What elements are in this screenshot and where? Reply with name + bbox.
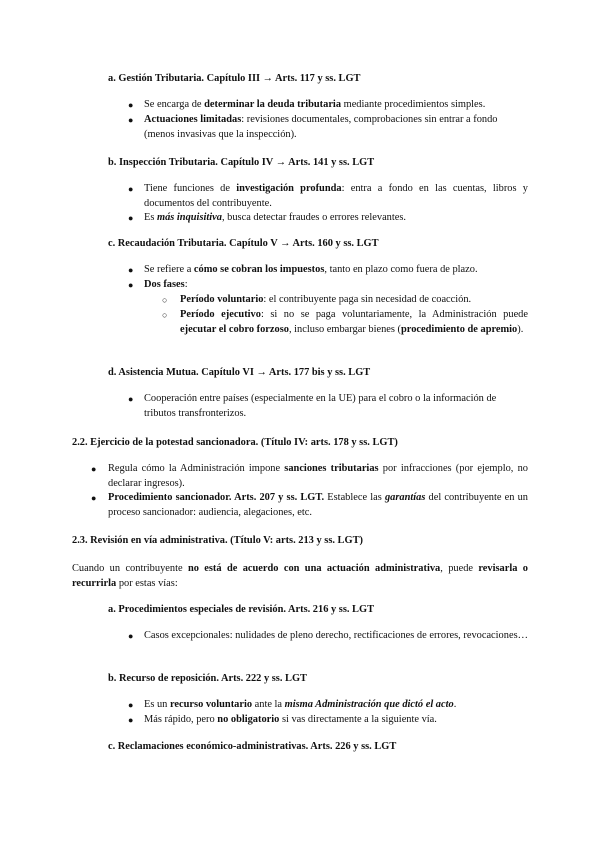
bullet-icon: ● [91,464,97,474]
list-item: Actuaciones limitadas: revisiones documentales, comprobaciones sin entrar a fondo (menos invasivas que la inspección). [144,114,498,140]
list-item: Es más inquisitiva, busca detectar fraudes o errores relevantes. [144,212,407,223]
circle-bullet-icon: ○ [162,310,168,320]
bullet-icon: ● [128,100,134,110]
heading-procedimientos-especiales: a. Procedimientos especiales de revisión. Arts. 216 y ss. LGT [108,604,375,615]
bullet-icon: ● [128,213,134,223]
list-item: Regula cómo la Administración impone sanciones tributarias por infracciones (por ejemplo, no declarar ingresos). [108,463,528,489]
bullet-icon: ● [128,280,134,290]
heading-recaudacion-tributaria: c. Recaudación Tributaria. Capítulo V → Arts. 160 y ss. LGT [108,238,379,249]
circle-bullet-icon: ○ [162,295,168,305]
bullet-icon: ● [128,700,134,710]
list-item: Se refiere a cómo se cobran los impuestos, tanto en plazo como fuera de plazo. [144,264,478,275]
heading-gestion-tributaria: a. Gestión Tributaria. Capítulo III → Arts. 117 y ss. LGT [108,73,361,84]
bullet-icon: ● [128,265,134,275]
bullet-icon: ● [91,493,97,503]
paragraph-intro: Cuando un contribuyente no está de acuerdo con una actuación administrativa, puede revisarla o recurrirla por estas vías: [72,563,528,589]
heading-recurso-reposicion: b. Recurso de reposición. Arts. 222 y ss. LGT [108,673,307,684]
list-item: Dos fases: [144,279,188,290]
heading-asistencia-mutua: d. Asistencia Mutua. Capítulo VI → Arts. 177 bis y ss. LGT [108,367,371,378]
list-item: Procedimiento sancionador. Arts. 207 y ss. LGT. Establece las garantías del contribuyente en un proceso sancionador: audiencia, alegaciones, etc. [108,492,528,518]
list-item: Más rápido, pero no obligatorio si vas directamente a la siguiente vía. [144,714,437,725]
bullet-icon: ● [128,115,134,125]
heading-inspeccion-tributaria: b. Inspección Tributaria. Capítulo IV → Arts. 141 y ss. LGT [108,157,375,168]
heading-potestad-sancionadora: 2.2. Ejercicio de la potestad sancionadora. (Título IV: arts. 178 y ss. LGT) [72,437,398,448]
bullet-icon: ● [128,631,134,641]
sub-list-item: Período ejecutivo: si no se paga voluntariamente, la Administración puede ejecutar el cobro forzoso, incluso embargar bienes (procedimiento de apremio). [180,309,528,335]
heading-revision-via-administrativa: 2.3. Revisión en vía administrativa. (Título V: arts. 213 y ss. LGT) [72,535,363,546]
list-item: Tiene funciones de investigación profunda: entra a fondo en las cuentas, libros y documentos del contribuyente. [144,183,528,209]
bullet-icon: ● [128,394,134,404]
list-item: Cooperación entre países (especialmente en la UE) para el cobro o la información de tributos transfronterizos. [144,393,497,419]
list-item: Es un recurso voluntario ante la misma Administración que dictó el acto. [144,699,457,710]
sub-list-item: Período voluntario: el contribuyente paga sin necesidad de coacción. [180,294,472,305]
heading-reclamaciones-economico-administrativas: c. Reclamaciones económico-administrativas. Arts. 226 y ss. LGT [108,741,397,752]
bullet-icon: ● [128,715,134,725]
list-item: Se encarga de determinar la deuda tributaria mediante procedimientos simples. [144,99,486,110]
bullet-icon: ● [128,184,134,194]
list-item: Casos excepcionales: nulidades de pleno derecho, rectificaciones de errores, revocaciones… [144,630,528,641]
